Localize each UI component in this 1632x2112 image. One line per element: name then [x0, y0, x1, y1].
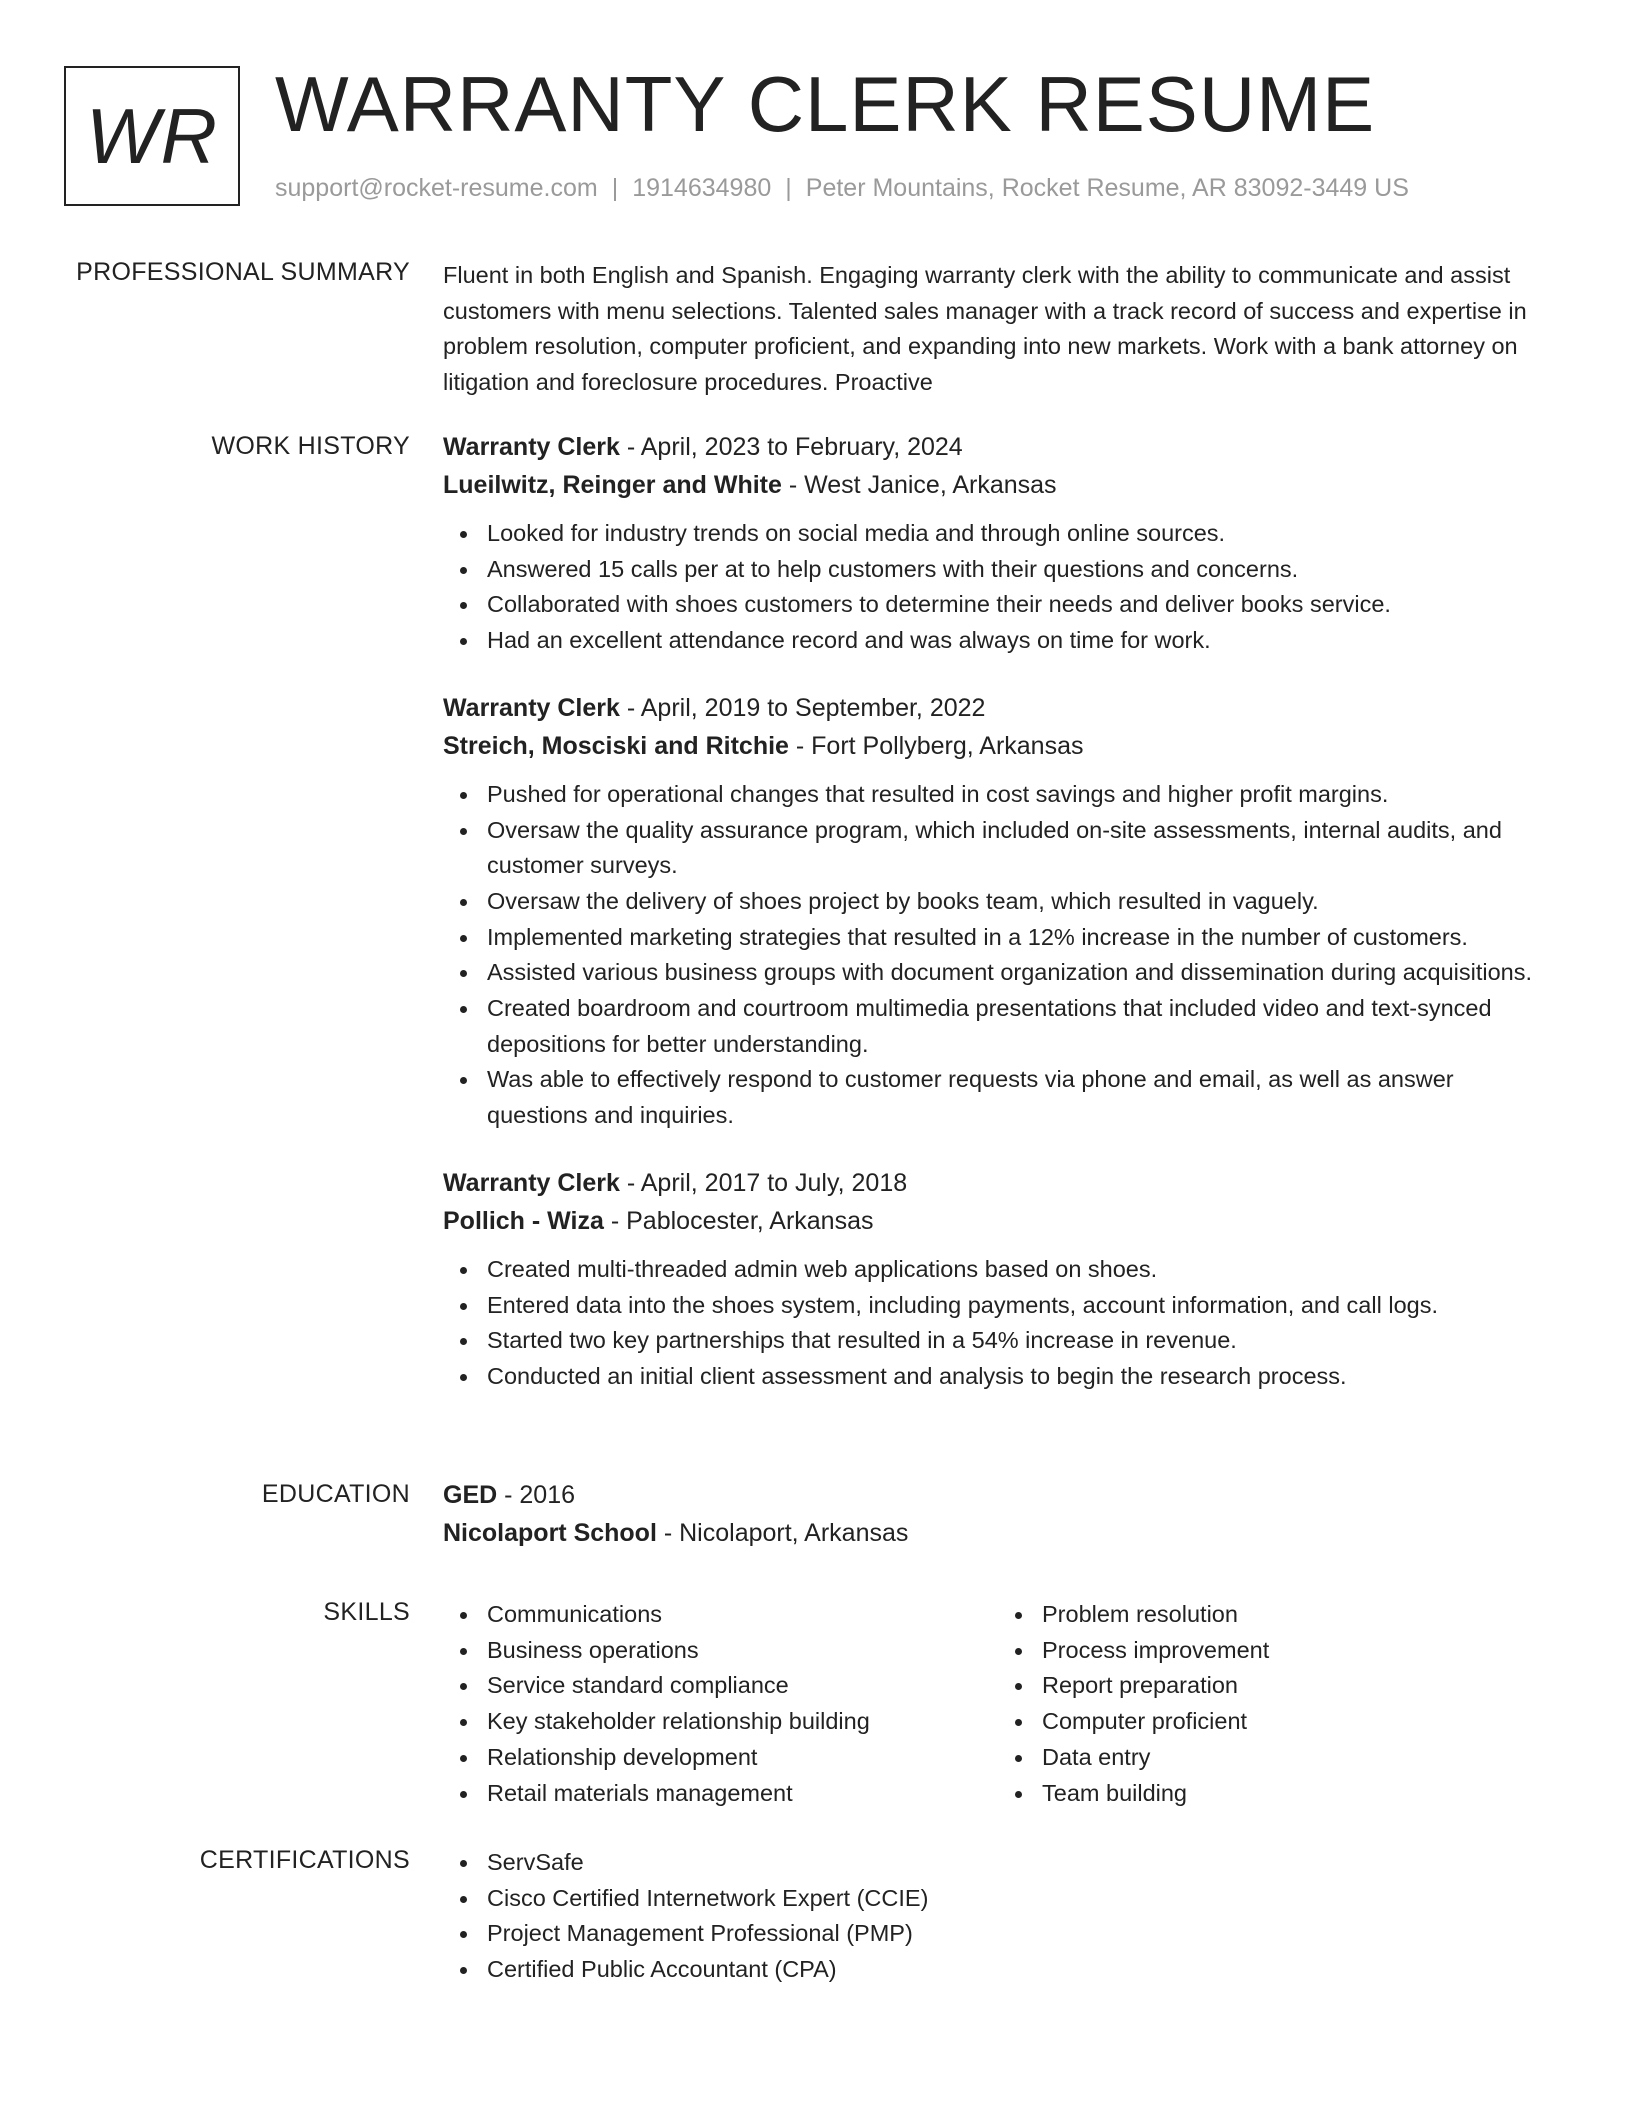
job-bullet: Assisted various business groups with document organization and dissemination during acquisitions. — [487, 955, 1553, 991]
skill-item: Data entry — [1042, 1740, 1553, 1776]
summary-label: PROFESSIONAL SUMMARY — [76, 258, 410, 286]
job-company: Pollich - Wiza — [443, 1206, 604, 1235]
job-bullets — [443, 1252, 1553, 1395]
contact-line — [275, 174, 1409, 203]
skill-item: Computer proficient — [1042, 1704, 1553, 1740]
skill-item: Communications — [487, 1597, 998, 1633]
contact-address: Peter Mountains, Rocket Resume, AR 83092-3449 US — [805, 174, 1409, 202]
education-label: EDUCATION — [261, 1480, 410, 1508]
job-title: Warranty Clerk — [443, 693, 620, 722]
monogram-logo: WR — [64, 66, 240, 206]
job-bullet: Had an excellent attendance record and was always on time for work. — [487, 623, 1553, 659]
contact-email: support@rocket-resume.com — [275, 174, 598, 202]
certification-item: Certified Public Accountant (CPA) — [487, 1952, 1553, 1988]
skill-item: Process improvement — [1042, 1633, 1553, 1669]
job-entry — [443, 689, 1553, 1134]
skill-item: Relationship development — [487, 1740, 998, 1776]
job-bullet: Conducted an initial client assessment and analysis to begin the research process. — [487, 1359, 1553, 1395]
job-bullets — [443, 777, 1553, 1134]
job-company: Streich, Mosciski and Ritchie — [443, 731, 789, 760]
job-dates: - April, 2023 to February, 2024 — [619, 433, 963, 461]
job-dates: - April, 2017 to July, 2018 — [619, 1168, 908, 1197]
job-bullet: Collaborated with shoes customers to determine their needs and deliver books service. — [487, 587, 1553, 623]
certification-item: ServSafe — [487, 1845, 1553, 1881]
job-title: Warranty Clerk — [443, 433, 620, 461]
job-company-line — [443, 1202, 1553, 1240]
job-dates: - April, 2019 to September, 2022 — [619, 693, 986, 722]
job-company-line — [443, 466, 1553, 504]
job-company: Lueilwitz, Reinger and White — [443, 471, 782, 499]
job-bullet: Pushed for operational changes that resulted in cost savings and higher profit margins. — [487, 777, 1553, 813]
contact-separator: | — [611, 174, 619, 202]
certification-item: Cisco Certified Internetwork Expert (CCIE) — [487, 1881, 1553, 1917]
job-bullet: Created multi-threaded admin web applications based on shoes. — [487, 1252, 1553, 1288]
skill-item: Problem resolution — [1042, 1597, 1553, 1633]
contact-phone: 1914634980 — [632, 174, 772, 202]
job-bullet: Oversaw the quality assurance program, which included on-site assessments, internal audits, and customer surveys. — [487, 813, 1553, 884]
job-title: Warranty Clerk — [443, 1168, 620, 1197]
job-entry — [443, 1164, 1553, 1395]
certifications-label: CERTIFICATIONS — [199, 1846, 410, 1874]
job-title-line — [443, 689, 1553, 727]
job-location: - Pablocester, Arkansas — [603, 1206, 874, 1235]
contact-separator: | — [785, 174, 792, 202]
job-bullet: Started two key partnerships that resulted in a 54% increase in revenue. — [487, 1323, 1553, 1359]
work-history-body — [443, 428, 1553, 1395]
job-title-line — [443, 428, 1553, 466]
job-bullets — [443, 516, 1553, 659]
education-degree-line — [443, 1476, 1553, 1514]
job-bullet: Looked for industry trends on social media and through online sources. — [487, 516, 1553, 552]
job-title-line — [443, 1164, 1553, 1202]
skills-list-right — [998, 1597, 1553, 1811]
job-company-line — [443, 727, 1553, 765]
skill-item: Business operations — [487, 1633, 998, 1669]
summary-text: Fluent in both English and Spanish. Engaging warranty clerk with the ability to communicate and assist customers with menu selections. Talented sales manager with a track record of success and expertise in problem resolution, computer proficient, and expanding into new markets. Work with a bank attorney on litigation and foreclosure procedures. Proactive — [443, 262, 1527, 395]
job-location: - Fort Pollyberg, Arkansas — [788, 731, 1084, 760]
skills-list-left — [443, 1597, 998, 1811]
job-bullet: Oversaw the delivery of shoes project by books team, which resulted in vaguely. — [487, 884, 1553, 920]
job-bullet: Implemented marketing strategies that resulted in a 12% increase in the number of customers. — [487, 920, 1553, 956]
education-location: - Nicolaport, Arkansas — [656, 1519, 909, 1547]
job-entry — [443, 428, 1553, 659]
job-bullet: Created boardroom and courtroom multimedia presentations that included video and text-synced depositions for better understanding. — [487, 991, 1553, 1062]
skill-item: Retail materials management — [487, 1776, 998, 1812]
education-year: - 2016 — [497, 1481, 576, 1509]
education-degree: GED — [443, 1481, 498, 1509]
certification-item: Project Management Professional (PMP) — [487, 1916, 1553, 1952]
job-location: - West Janice, Arkansas — [781, 471, 1057, 499]
skill-item: Team building — [1042, 1776, 1553, 1812]
skill-item: Service standard compliance — [487, 1668, 998, 1704]
job-bullet: Entered data into the shoes system, including payments, account information, and call logs. — [487, 1288, 1553, 1324]
job-bullet: Answered 15 calls per at to help customers with their questions and concerns. — [487, 552, 1553, 588]
skill-item: Report preparation — [1042, 1668, 1553, 1704]
resume-title: WARRANTY CLERK RESUME — [275, 60, 1376, 148]
skills-label: SKILLS — [323, 1598, 410, 1626]
job-bullet: Was able to effectively respond to customer requests via phone and email, as well as answer questions and inquiries. — [487, 1062, 1553, 1133]
education-school: Nicolaport School — [443, 1519, 657, 1547]
work-history-label: WORK HISTORY — [211, 432, 410, 460]
certifications-list — [443, 1845, 1553, 1988]
education-school-line — [443, 1514, 1553, 1552]
skill-item: Key stakeholder relationship building — [487, 1704, 998, 1740]
